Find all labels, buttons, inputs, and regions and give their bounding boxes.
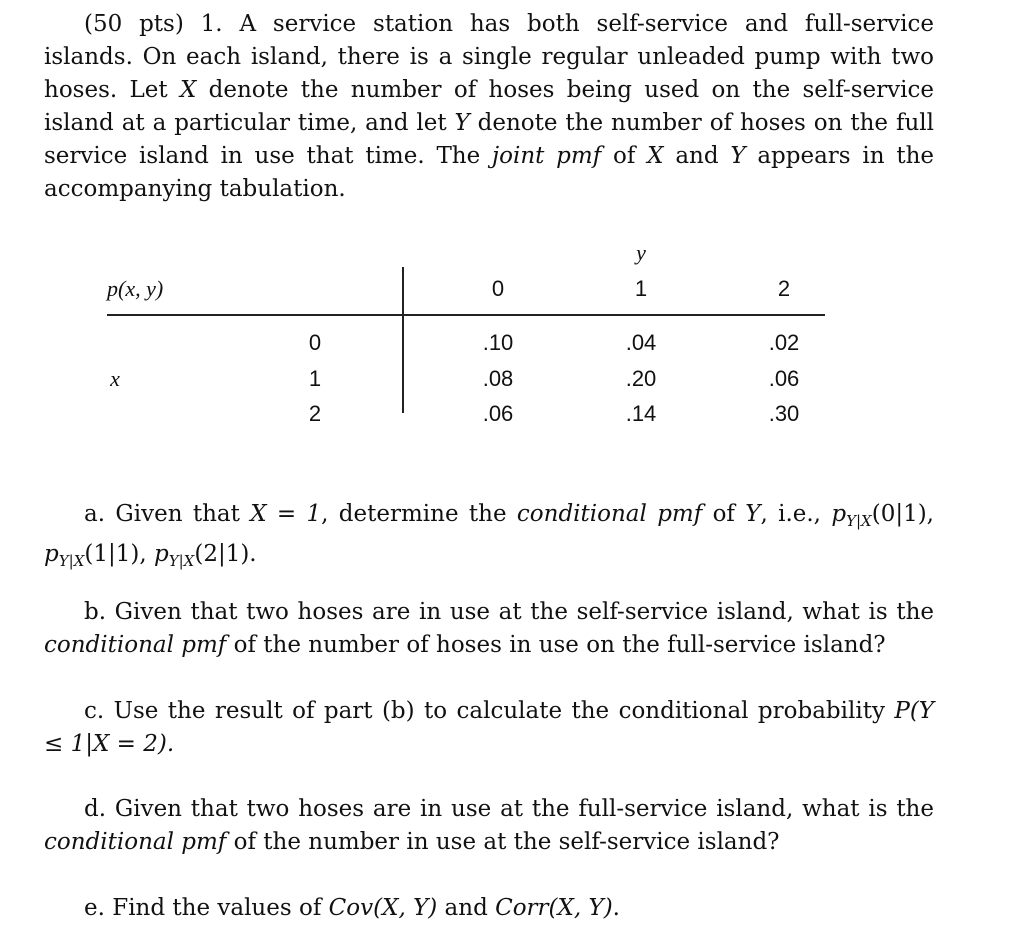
points-label: (50 pts) 1. [84,11,223,37]
table-cell: .30 [768,401,800,426]
table-cell: .04 [625,330,657,355]
table-x-value-0: 0 [308,330,322,355]
table-corner-label: p(x, y) [107,276,164,301]
table-cell: .08 [482,366,514,391]
table-x-value-1: 1 [308,366,322,391]
problem-intro: (50 pts) 1. A service station has both self-service and full-service islands. On each island, there is a single regular unleaded pump with two hoses. Let X denote the number of hoses being used on the self-service island at a particular time, and let Y denote the number of hoses on the full service island in use that time. The joint pmf of X and Y appears in the accompanying tabulation. [44,11,935,202]
table-x-label: x [110,366,120,391]
table-cell: .14 [625,401,657,426]
table-y-header-1: 1 [634,276,648,301]
table-cell: .10 [482,330,514,355]
question-b: b. Given that two hoses are in use at the self-service island, what is the conditional pmf of the number of hoses in use on the full-service island? [44,599,934,658]
table-cell: .02 [768,330,800,355]
table-x-value-2: 2 [308,401,322,426]
table-y-label: y [636,240,646,265]
question-e: e. Find the values of Cov(X, Y) and Corr(X, Y). [84,895,620,921]
table-y-header-0: 0 [491,276,505,301]
question-c: c. Use the result of part (b) to calculate the conditional probability P(Y ≤ 1|X = 2). [44,698,934,757]
question-d: d. Given that two hoses are in use at the full-service island, what is the conditional pmf of the number in use at the self-service island? [44,796,934,855]
table-vertical-rule [402,267,404,413]
table-header-rule [107,314,825,316]
table-cell: .06 [768,366,800,391]
table-y-header-2: 2 [777,276,791,301]
table-cell: .06 [482,401,514,426]
question-a: a. Given that X = 1, determine the conditional pmf of Y, i.e., $p_{Y|X}(0|1)$, $p_{Y|X}(1|1)$, $p_{Y|X}(2|1)$. [44,501,934,570]
table-cell: .20 [625,366,657,391]
